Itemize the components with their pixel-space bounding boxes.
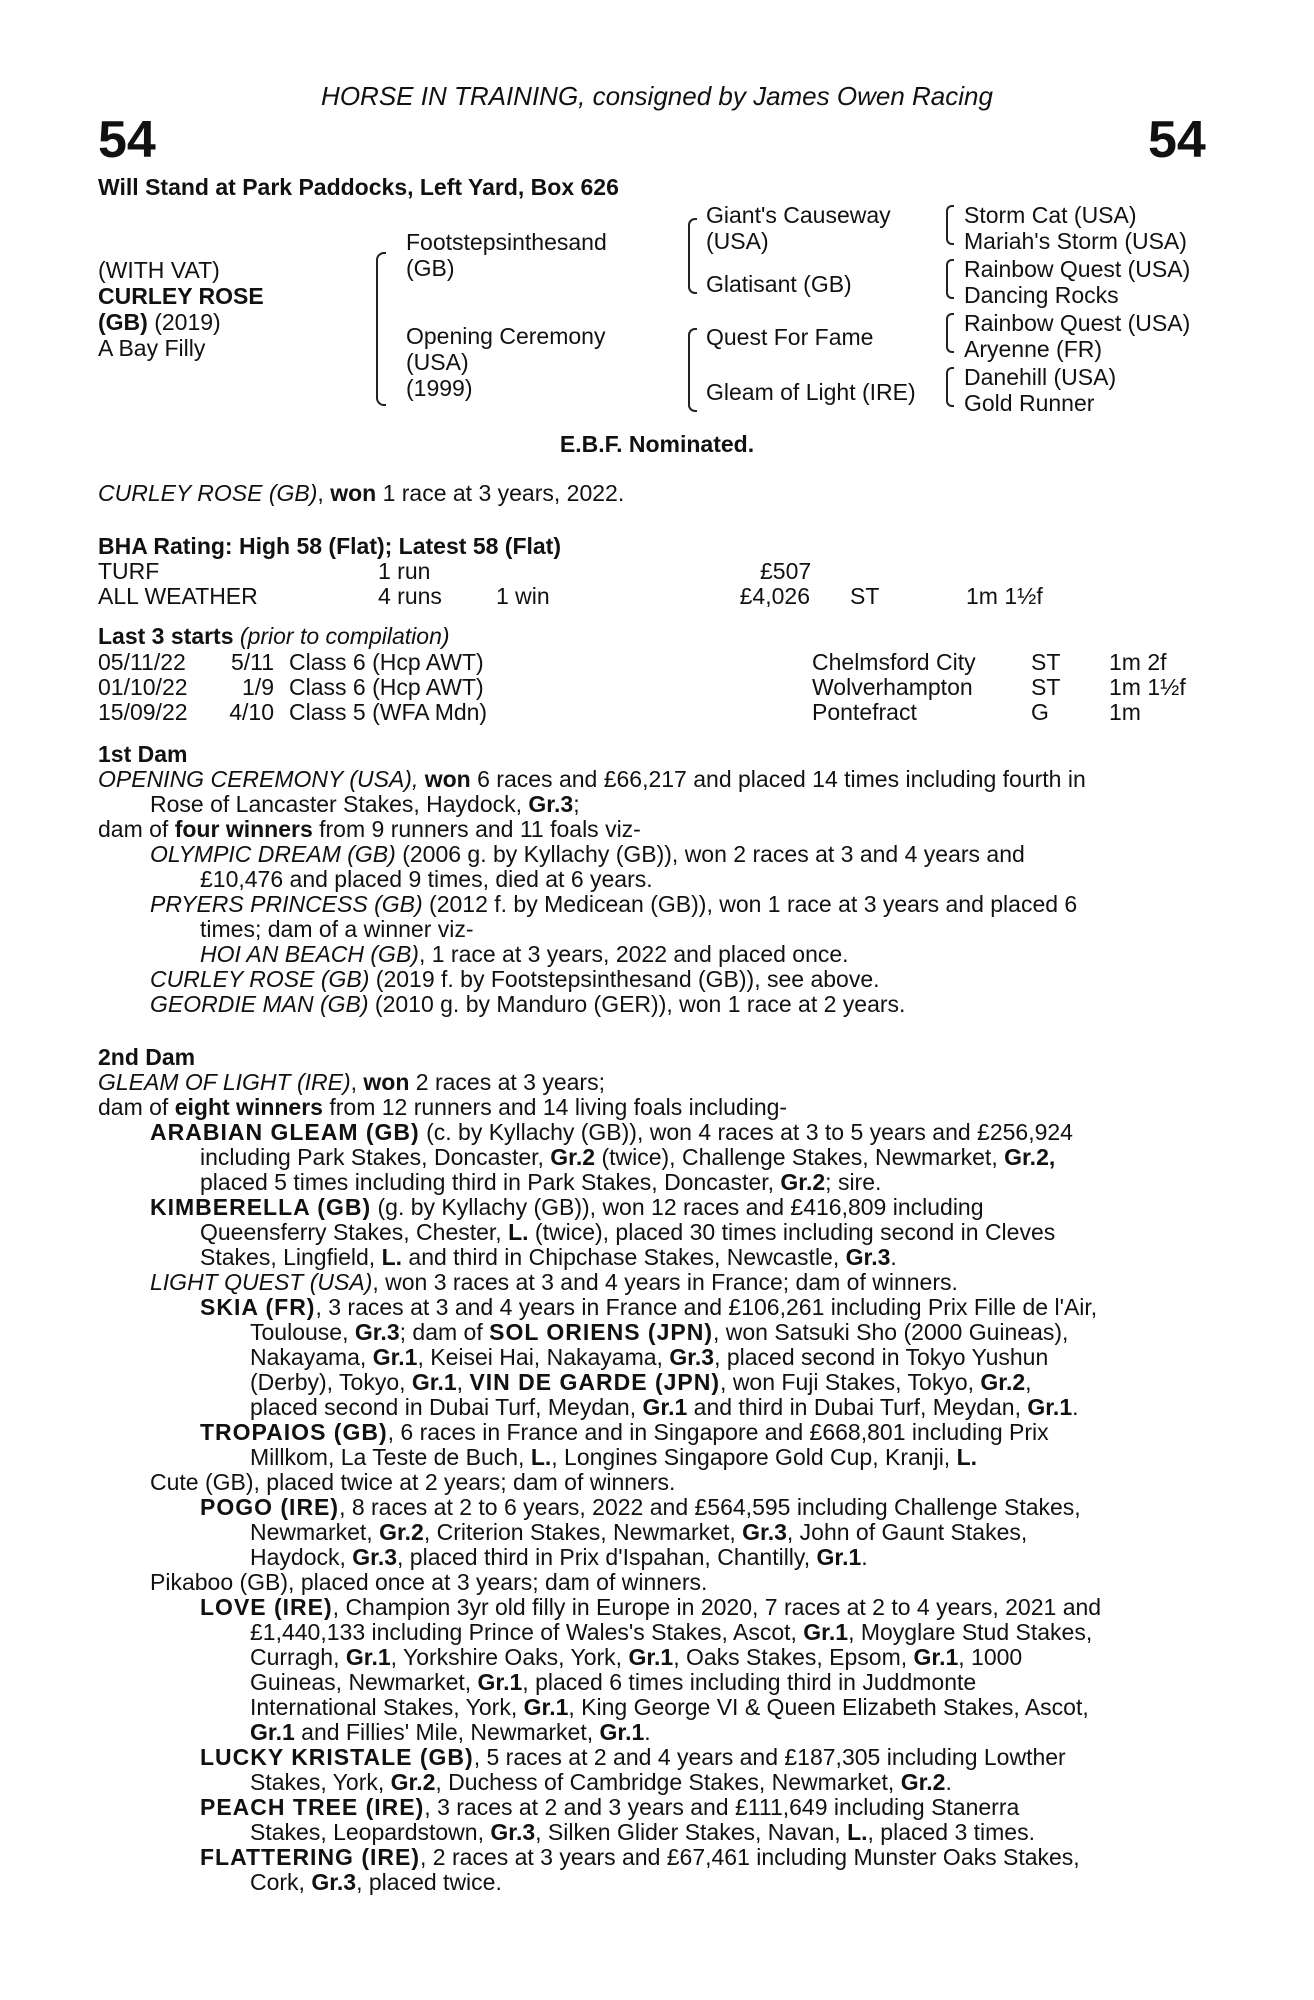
offspring-entry: CURLEY ROSE (GB) (2019 f. by Footstepsinthesand (GB)), see above.: [150, 966, 880, 992]
stand-location: Will Stand at Park Paddocks, Left Yard, Box 626: [98, 174, 619, 200]
offspring-entry: Cute (GB), placed twice at 2 years; dam of winners.: [150, 1469, 676, 1495]
pedigree-g2: Mariah's Storm (USA): [964, 228, 1187, 254]
grand-offspring-entry-cont: Millkom, La Teste de Buch, L., Longines Singapore Gold Cup, Kranji, L.: [250, 1444, 978, 1470]
rating-going-aw: ST: [850, 583, 880, 609]
grand-offspring-entry: FLATTERING (IRE), 2 races at 3 years and £67,461 including Munster Oaks Stakes,: [200, 1844, 1080, 1870]
offspring-entry: ARABIAN GLEAM (GB) (c. by Kyllachy (GB)), won 4 races at 3 to 5 years and £256,924: [150, 1119, 1073, 1145]
start-course: Chelmsford City: [812, 649, 976, 675]
grand-offspring-entry-cont: Newmarket, Gr.2, Criterion Stakes, Newmarket, Gr.3, John of Gaunt Stakes,: [250, 1519, 1028, 1545]
horse-country: (GB): [98, 309, 148, 335]
offspring-entry-cont: Stakes, Lingfield, L. and third in Chipchase Stakes, Newcastle, Gr.3.: [200, 1244, 897, 1270]
start-date: 15/09/22: [98, 699, 188, 725]
dam-line2: (USA): [406, 349, 469, 375]
pedigree-brace-g56: [946, 313, 954, 353]
summary-line: CURLEY ROSE (GB), won 1 race at 3 years, 2022.: [98, 480, 625, 506]
start-race: Class 6 (Hcp AWT): [289, 674, 484, 700]
grand-offspring-entry-cont: Nakayama, Gr.1, Keisei Hai, Nakayama, Gr.3, placed second in Tokyo Yushun: [250, 1344, 1049, 1370]
pedigree-brace-g78: [946, 367, 954, 407]
sire-line2: (GB): [406, 255, 455, 281]
start-course: Wolverhampton: [812, 674, 973, 700]
rating-wins-aw: 1 win: [496, 583, 550, 609]
rating-dist-aw: 1m 1½f: [966, 583, 1043, 609]
pedigree-brace-main: [376, 252, 386, 406]
pedigree-g6: Aryenne (FR): [964, 336, 1103, 362]
dam-dam: Gleam of Light (IRE): [706, 379, 916, 405]
pedigree-g4: Dancing Rocks: [964, 282, 1119, 308]
horse-year: (2019): [154, 309, 221, 335]
grand-offspring-entry-cont: Haydock, Gr.3, placed third in Prix d'Ispahan, Chantilly, Gr.1.: [250, 1544, 868, 1570]
grand-offspring-entry-cont: Curragh, Gr.1, Yorkshire Oaks, York, Gr.1, Oaks Stakes, Epsom, Gr.1, 1000: [250, 1644, 1023, 1670]
grand-offspring-entry-cont: placed second in Dubai Turf, Meydan, Gr.1 and third in Dubai Turf, Meydan, Gr.1.: [250, 1394, 1079, 1420]
pedigree-g8: Gold Runner: [964, 390, 1095, 416]
start-date: 05/11/22: [98, 649, 186, 675]
offspring-entry-cont: placed 5 times including third in Park Stakes, Doncaster, Gr.2; sire.: [200, 1169, 882, 1195]
rating-runs-turf: 1 run: [378, 558, 431, 584]
start-going: G: [1031, 699, 1049, 725]
start-position: 5/11: [230, 649, 274, 675]
pedigree-g1: Storm Cat (USA): [964, 202, 1137, 228]
grand-offspring-entry-cont: Guineas, Newmarket, Gr.1, placed 6 times including third in Juddmonte: [250, 1669, 977, 1695]
grand-offspring-entry-cont: Gr.1 and Fillies' Mile, Newmarket, Gr.1.: [250, 1719, 651, 1745]
offspring-entry: LIGHT QUEST (USA), won 3 races at 3 and 4 years in France; dam of winners.: [150, 1269, 958, 1295]
last-starts-title: Last 3 starts: [98, 623, 234, 649]
pedigree-g7: Danehill (USA): [964, 364, 1117, 390]
grand-offspring-entry: PEACH TREE (IRE), 3 races at 2 and 3 years and £111,649 including Stanerra: [200, 1794, 1020, 1820]
first-dam-title: 1st Dam: [98, 741, 188, 767]
sire-sire-line2: (USA): [706, 228, 769, 254]
second-dam-line: GLEAM OF LIGHT (IRE), won 2 races at 3 years;: [98, 1069, 605, 1095]
rating-surface-turf: TURF: [98, 558, 160, 584]
first-dam-line: OPENING CEREMONY (USA), won 6 races and £66,217 and placed 14 times including fourth in: [98, 766, 1086, 792]
start-going: ST: [1031, 649, 1061, 675]
grand-offspring-entry-cont: International Stakes, York, Gr.1, King George VI & Queen Elizabeth Stakes, Ascot,: [250, 1694, 1089, 1720]
start-position: 1/9: [242, 674, 274, 700]
start-distance: 1m: [1109, 699, 1141, 725]
first-dam-line: dam of four winners from 9 runners and 11 foals viz-: [98, 816, 641, 842]
offspring-entry-cont: £10,476 and placed 9 times, died at 6 years.: [200, 866, 653, 892]
grand-offspring-entry-cont: Cork, Gr.3, placed twice.: [250, 1869, 502, 1895]
pedigree-brace-sire: [688, 218, 697, 294]
horse-description: A Bay Filly: [98, 335, 206, 361]
dam-sire: Quest For Fame: [706, 324, 874, 350]
consignment-header: HORSE IN TRAINING, consigned by James Owen Racing: [321, 81, 993, 111]
start-distance: 1m 2f: [1109, 649, 1167, 675]
rating-prize-aw: £4,026: [739, 583, 810, 609]
rating-surface-aw: ALL WEATHER: [98, 583, 258, 609]
dam-line3: (1999): [406, 375, 473, 401]
grand-offspring-entry-cont: (Derby), Tokyo, Gr.1, VIN DE GARDE (JPN), won Fuji Stakes, Tokyo, Gr.2,: [250, 1369, 1032, 1395]
pedigree-g3: Rainbow Quest (USA): [964, 256, 1191, 282]
start-going: ST: [1031, 674, 1061, 700]
pedigree-g5: Rainbow Quest (USA): [964, 310, 1191, 336]
offspring-entry: OLYMPIC DREAM (GB) (2006 g. by Kyllachy (GB)), won 2 races at 3 and 4 years and: [150, 841, 1025, 867]
grand-offspring-entry: LUCKY KRISTALE (GB), 5 races at 2 and 4 years and £187,305 including Lowther: [200, 1744, 1066, 1770]
offspring-entry-cont: times; dam of a winner viz-: [200, 916, 474, 942]
grand-offspring-entry: POGO (IRE), 8 races at 2 to 6 years, 2022 and £564,595 including Challenge Stakes,: [200, 1494, 1081, 1520]
grand-offspring-entry-cont: Toulouse, Gr.3; dam of SOL ORIENS (JPN), won Satsuki Sho (2000 Guineas),: [250, 1319, 1069, 1345]
start-position: 4/10: [229, 699, 274, 725]
grand-offspring-entry: TROPAIOS (GB), 6 races in France and in Singapore and £668,801 including Prix: [200, 1419, 1049, 1445]
grand-offspring-entry: LOVE (IRE), Champion 3yr old filly in Europe in 2020, 7 races at 2 to 4 years, 2021 and: [200, 1594, 1102, 1620]
offspring-entry: KIMBERELLA (GB) (g. by Kyllachy (GB)), won 12 races and £416,809 including: [150, 1194, 984, 1220]
second-dam-line: dam of eight winners from 12 runners and 14 living foals including-: [98, 1094, 788, 1120]
offspring-entry-cont: including Park Stakes, Doncaster, Gr.2 (twice), Challenge Stakes, Newmarket, Gr.2,: [200, 1144, 1056, 1170]
grand-offspring-entry-cont: Stakes, York, Gr.2, Duchess of Cambridge Stakes, Newmarket, Gr.2.: [250, 1769, 952, 1795]
grand-offspring-entry-cont: £1,440,133 including Prince of Wales's Stakes, Ascot, Gr.1, Moyglare Stud Stakes,: [250, 1619, 1093, 1645]
start-date: 01/10/22: [98, 674, 188, 700]
dam-line1: Opening Ceremony: [406, 323, 606, 349]
start-distance: 1m 1½f: [1109, 674, 1186, 700]
last-starts-note: (prior to compilation): [239, 623, 450, 649]
grand-offspring-entry: SKIA (FR), 3 races at 3 and 4 years in France and £106,261 including Prix Fille de l'Air,: [200, 1294, 1098, 1320]
pedigree-brace-g34: [946, 259, 954, 299]
first-dam-line: Rose of Lancaster Stakes, Haydock, Gr.3;: [150, 791, 580, 817]
grand-offspring-entry: HOI AN BEACH (GB), 1 race at 3 years, 2022 and placed once.: [200, 941, 849, 967]
vat-label: (WITH VAT): [98, 257, 220, 283]
sire-dam: Glatisant (GB): [706, 271, 852, 297]
start-course: Pontefract: [812, 699, 917, 725]
pedigree-brace-dam: [688, 328, 697, 412]
start-race: Class 6 (Hcp AWT): [289, 649, 484, 675]
ebf-nominated: E.B.F. Nominated.: [559, 431, 755, 457]
lot-number-right: 54: [1148, 111, 1206, 169]
pedigree-brace-g12: [946, 205, 954, 245]
horse-name: CURLEY ROSE: [98, 283, 264, 309]
offspring-entry-cont: Queensferry Stakes, Chester, L. (twice), placed 30 times including second in Cleves: [200, 1219, 1056, 1245]
lot-number-left: 54: [98, 111, 156, 169]
rating-runs-aw: 4 runs: [378, 583, 442, 609]
sire-sire-line1: Giant's Causeway: [706, 202, 891, 228]
rating-title: BHA Rating: High 58 (Flat); Latest 58 (Flat): [98, 533, 561, 559]
start-race: Class 5 (WFA Mdn): [289, 699, 488, 725]
rating-prize-turf: £507: [760, 558, 812, 584]
offspring-entry: Pikaboo (GB), placed once at 3 years; dam of winners.: [150, 1569, 708, 1595]
offspring-entry: GEORDIE MAN (GB) (2010 g. by Manduro (GER)), won 1 race at 2 years.: [150, 991, 906, 1017]
grand-offspring-entry-cont: Stakes, Leopardstown, Gr.3, Silken Glider Stakes, Navan, L., placed 3 times.: [250, 1819, 1035, 1845]
second-dam-title: 2nd Dam: [98, 1044, 196, 1070]
sire-line1: Footstepsinthesand: [406, 229, 607, 255]
offspring-entry: PRYERS PRINCESS (GB) (2012 f. by Medicean (GB)), won 1 race at 3 years and placed 6: [150, 891, 1078, 917]
